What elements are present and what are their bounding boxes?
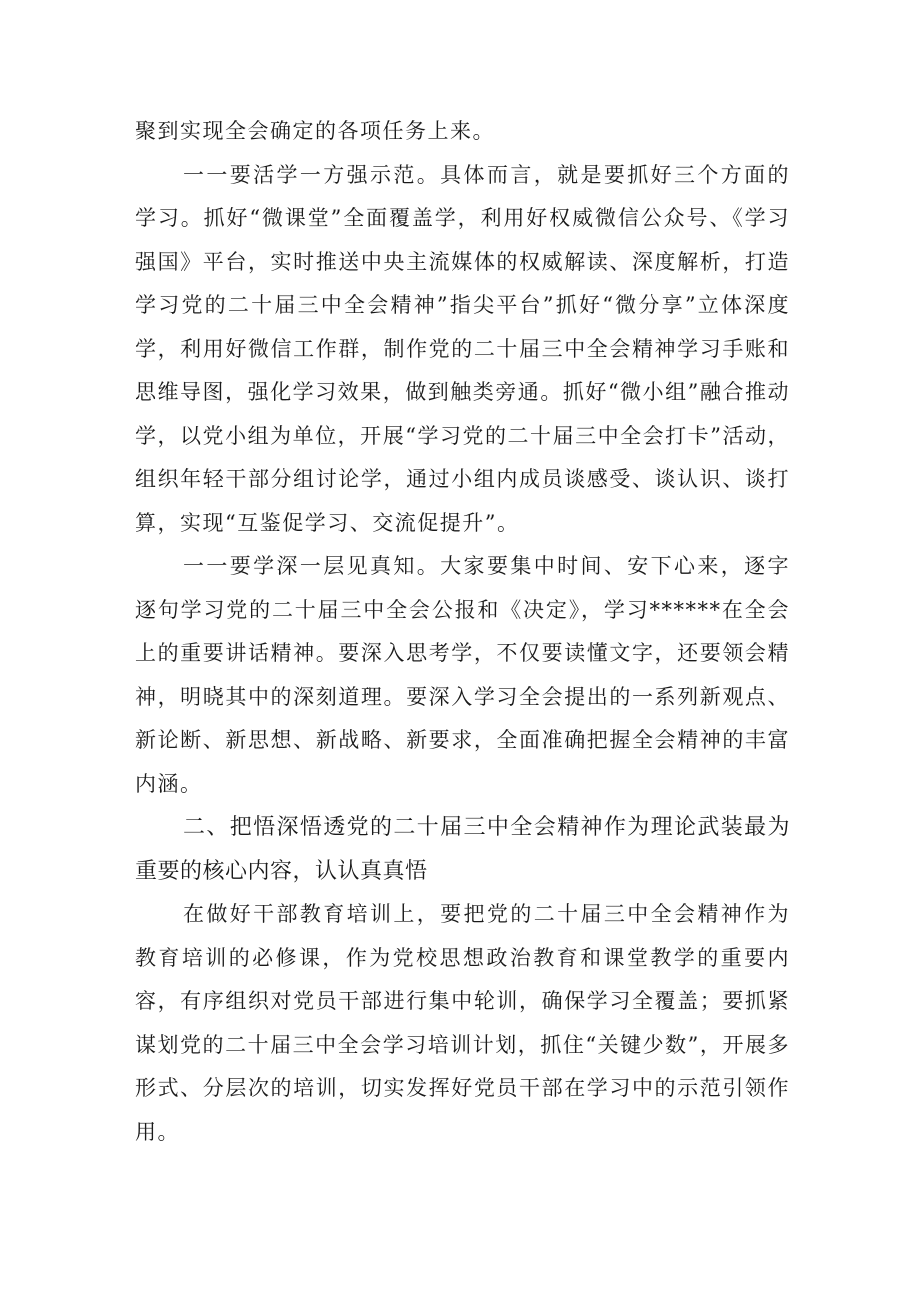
paragraph-deep-study: 一一要学深一层见真知。大家要集中时间、安下心来，逐字逐句学习党的二十届三中全会公报和《决定》，学习******在全会上的重要讲话精神。要深入思考学，不仅要读懂文字，还要领会精神，明晓其中的深刻道理。要深入学习全会提出的一系列新观点、新论断、新思想、新战略、新要求，全面准确把握全会精神的丰富内涵。 (135, 554, 790, 796)
paragraph-continuation: 聚到实现全会确定的各项任务上来。 (135, 119, 495, 143)
paragraph-study-model: 一一要活学一方强示范。具体而言，就是要抓好三个方面的学习。抓好“微课堂”全面覆盖学，利用好权威微信公众号、《学习强国》平台，实时推送中央主流媒体的权威解读、深度解析，打造学习党的二十届三中全会精神”指尖平台”抓好“微分享”立体深度学，利用好微信工作群，制作党的二十届三中全会精神学习手账和思维导图，强化学习效果，做到触类旁通。抓好“微小组”融合推动学，以党小组为单位，开展“学习党的二十届三中全会打卡”活动，组织年轻干部分组讨论学，通过小组内成员谈感受、谈认识、谈打算，实现“互鉴促学习、交流促提升”。 (135, 162, 790, 535)
section-heading: 二、把悟深悟透党的二十届三中全会精神作为理论武装最为重要的核心内容，认认真真悟 (135, 815, 790, 884)
document-body (135, 110, 790, 1154)
paragraph-cadre-training: 在做好干部教育培训上，要把党的二十届三中全会精神作为教育培训的必修课，作为党校思想政治教育和课堂教学的重要内容，有序组织对党员干部进行集中轮训，确保学习全覆盖；要抓紧谋划党的二十届三中全会学习培训计划，抓住“关键少数”，开展多形式、分层次的培训，切实发挥好党员干部在学习中的示范引领作用。 (135, 902, 790, 1144)
